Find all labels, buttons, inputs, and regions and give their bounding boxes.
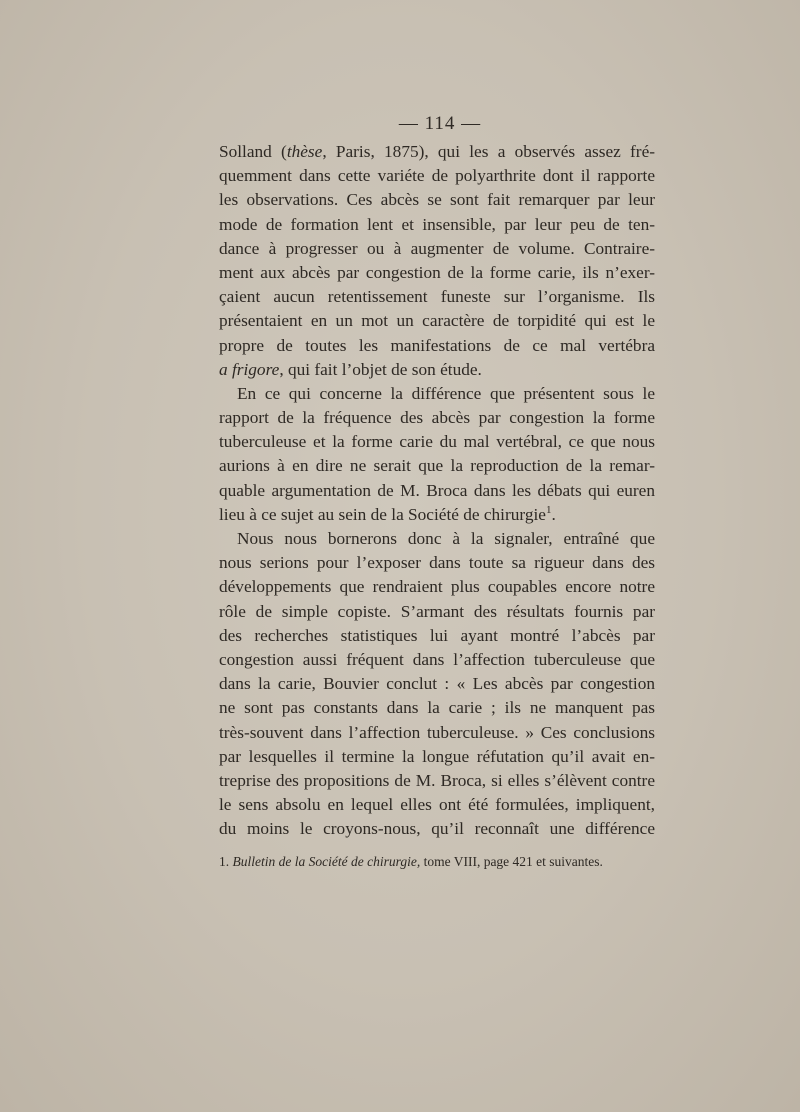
text-run: les observations. Ces abcès se sont fait remarquer par leur: [219, 190, 655, 210]
text-line: [219, 261, 655, 285]
text-run: développements que rendraient plus coupables encore notre: [219, 577, 655, 597]
text-run: quemment dans cette variéte de polyarthrite dont il rapporte: [219, 166, 655, 186]
text-run: , qui fait l’objet de son étude.: [279, 359, 482, 379]
text-line: [219, 575, 655, 599]
text-run: très-souvent dans l’affection tuberculeuse. » Ces conclusions: [219, 722, 655, 742]
text-run: .: [551, 504, 556, 524]
text-line: [219, 648, 655, 672]
text-line: [219, 334, 655, 358]
text-line: [219, 285, 655, 309]
text-run: rôle de simple copiste. S’armant des résultats fournis par: [219, 601, 655, 621]
text-line: [219, 140, 655, 164]
text-line: [219, 503, 655, 527]
text-run: ment aux abcès par congestion de la forme carie, ils n’exer-: [219, 262, 655, 282]
text-line: [219, 237, 655, 261]
text-line: [219, 454, 655, 478]
text-line: [219, 551, 655, 575]
text-line: [219, 600, 655, 624]
text-run: des recherches statistiques lui ayant montré l’abcès par: [219, 625, 655, 645]
text-run: dance à progresser ou à augmenter de volume. Contraire-: [219, 238, 655, 258]
text-line: [219, 309, 655, 333]
text-run: çaient aucun retentissement funeste sur l’organisme. Ils: [219, 287, 655, 307]
text-line: [219, 406, 655, 430]
text-run: congestion aussi fréquent dans l’affection tuberculeuse que: [219, 649, 655, 669]
text-run: nous serions pour l’exposer dans toute sa rigueur dans des: [219, 553, 655, 573]
text-line: [219, 817, 655, 841]
text-line: [219, 164, 655, 188]
text-line: [219, 382, 655, 406]
text-line: [219, 696, 655, 720]
text-run: lieu à ce sujet au sein de la Société de chirurgie: [219, 504, 546, 524]
text-run: treprise des propositions de M. Broca, si elles s’élèvent contre: [219, 770, 655, 790]
text-line: [219, 188, 655, 212]
text-run: dans la carie, Bouvier conclut : « Les abcès par congestion: [219, 674, 655, 694]
text-run: le sens absolu en lequel elles ont été formulées, impliquent,: [219, 795, 655, 815]
italic-text: thèse: [286, 142, 323, 161]
footnote-reference: 1: [545, 504, 552, 517]
footnote-rest: tome VIII, page 421 et suivantes.: [420, 854, 603, 869]
text-run: du moins le croyons-nous, qu’il reconnaît une différence: [219, 819, 655, 839]
text-run: rapport de la fréquence des abcès par congestion la forme: [219, 408, 655, 428]
text-line: [219, 479, 655, 503]
footnote-title: Bulletin de la Société de chirurgie,: [232, 854, 421, 869]
text-run: propre de toutes les manifestations de ce mal vertébra: [219, 335, 655, 355]
text-run: Nous nous bornerons donc à la signaler, entraîné que: [237, 529, 655, 548]
text-line: [219, 672, 655, 696]
page-number: — 114 —: [398, 113, 482, 134]
text-line: [219, 793, 655, 817]
text-line: [219, 745, 655, 769]
text-run: ne sont pas constants dans la carie ; ils ne manquent pas: [219, 698, 655, 718]
text-run: tuberculeuse et la forme carie du mal vertébral, ce que nous: [219, 432, 655, 452]
text-run: présentaient en un mot un caractère de torpidité qui est le: [219, 311, 655, 331]
text-line: [219, 769, 655, 793]
text-run: aurions à en dire ne serait que la reproduction de la remar-: [219, 456, 655, 476]
body-text: [219, 140, 655, 841]
text-line: [219, 358, 655, 382]
text-line: [219, 430, 655, 454]
text-line: [219, 624, 655, 648]
text-run: mode de formation lent et insensible, par leur peu de ten-: [219, 214, 655, 234]
text-run: Solland (: [219, 142, 287, 161]
footnote-number: 1.: [219, 854, 230, 869]
text-run: , Paris, 1875), qui les a observés assez fré-: [322, 142, 655, 161]
text-line: [219, 527, 655, 551]
text-run: En ce qui concerne la différence que présentent sous le: [237, 383, 655, 403]
text-line: [219, 213, 655, 237]
text-run: quable argumentation de M. Broca dans les débats qui euren: [219, 480, 655, 500]
text-run: par lesquelles il termine la longue réfutation qu’il avait en-: [219, 746, 655, 766]
text-line: [219, 721, 655, 745]
footnote: [219, 853, 659, 871]
italic-text: a frigore: [219, 359, 280, 379]
